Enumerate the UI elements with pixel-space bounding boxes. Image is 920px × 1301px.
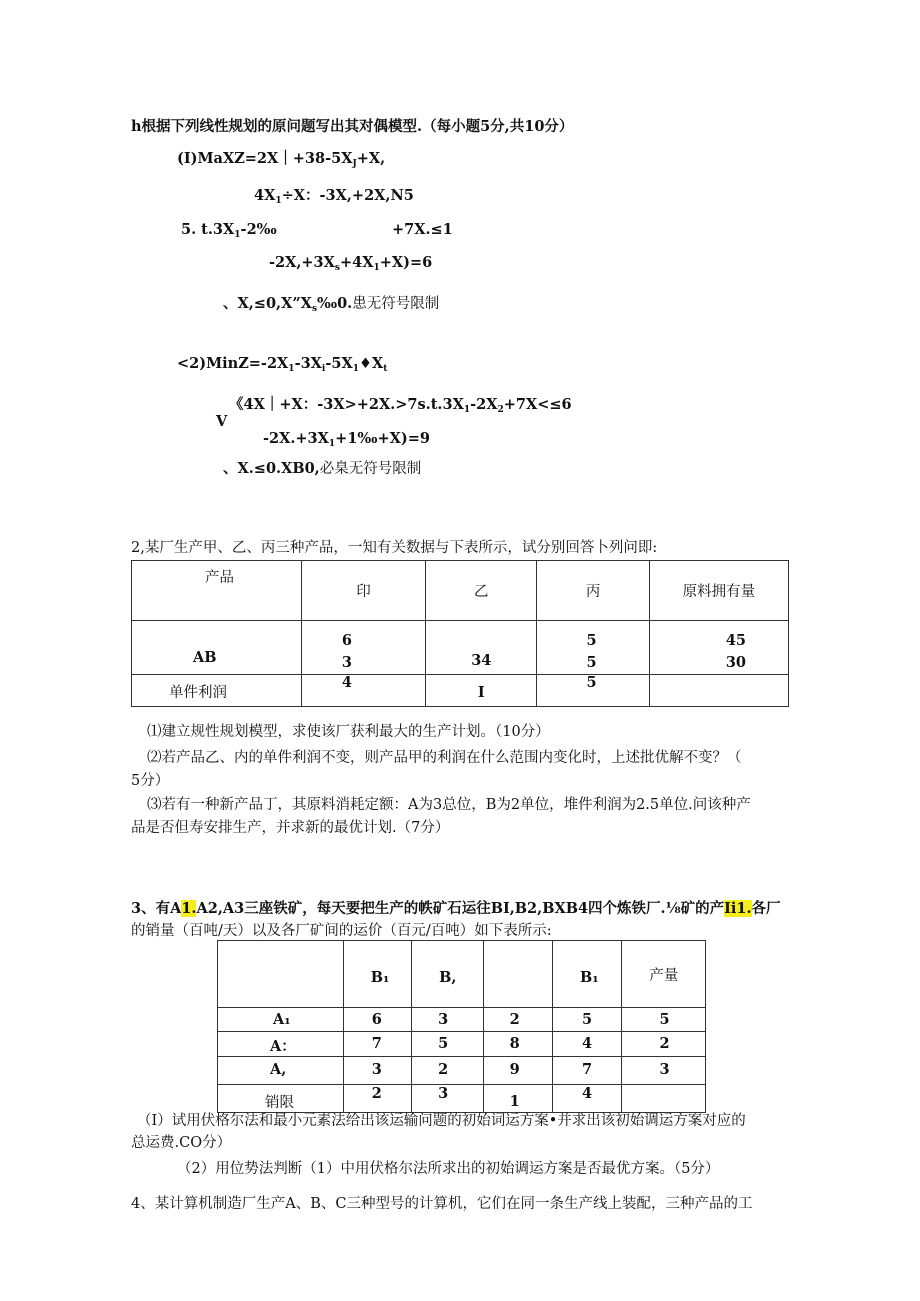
q3-header-b4: B₁ xyxy=(553,941,622,1008)
q3-cell: 4 xyxy=(553,1085,622,1113)
q3-cell: 7 xyxy=(553,1057,622,1085)
q2-intro: 2,某厂生产甲、乙、丙三种产品，一知有关数据与下表所示，试分别回答卜列问即: xyxy=(131,540,658,556)
q3-cell: 3 xyxy=(622,1057,706,1085)
q1-p1-constraint3: $-2X,+3X_s+4X_1+X)=6$ xyxy=(269,254,433,273)
q1-p2-bounds: 、X.≤0.XB0,必臬无符号限制 xyxy=(223,460,422,477)
q2-row-profit-label: 单件利润 xyxy=(132,675,302,707)
q3-intro-line2: 的销量（百吨/天）以及各厂矿间的运价（百元/百吨）如下表所示: xyxy=(131,923,552,939)
q2-header-material: 原料拥有量 xyxy=(649,561,788,621)
q1-intro: h根据下列线性规划的原问题写出其对偶模型.（每小题5分,共10分） xyxy=(131,118,574,135)
q3-cell: 6 xyxy=(343,1008,411,1032)
q3-cell: 7 xyxy=(343,1032,411,1057)
q1-p1-bounds: 、$X,\le 0,X”X_s‰0$.患无符号限制 xyxy=(223,295,440,314)
q4-intro: 4、某计算机制造厂生产A、B、C三种型号的计算机，它们在同一条生产线上装配，三种产品的工 xyxy=(131,1196,753,1212)
q2-row-ab-jia: 6 3 xyxy=(301,621,425,675)
q3-cell: 5 xyxy=(553,1008,622,1032)
q3-row-a1-label: A₁ xyxy=(218,1008,344,1032)
q2-row-profit-material xyxy=(649,675,788,707)
q2-row-ab-bing: 5 5 xyxy=(537,621,649,675)
q3-sub1-line1: （I）试用伏格尔法和最小元素法给出该运输问题的初始词运方案•并求出该初始调运方案对应的 xyxy=(137,1113,746,1129)
q1-p2-objective: $<2)MinZ=-2X_1-3X_i-5X_1♦X_t$ xyxy=(177,355,388,374)
q3-sub2: （2）用位势法判断（1）中用伏格尔法所求出的初始调运方案是否最优方案。（5分） xyxy=(177,1161,720,1177)
q2-row-profit-bing: 5 xyxy=(537,675,649,707)
q3-row-a3-label: A, xyxy=(218,1057,344,1085)
q1-p1-constraint2-rhs: +7X.≤1 xyxy=(392,221,453,238)
q1-p2-brace: V xyxy=(216,413,228,430)
q3-header-b3 xyxy=(483,941,552,1008)
q1-p1-objective: $(I)MaXZ=2X|+38-5X_J+X$, xyxy=(177,150,386,169)
q3-cell: 2 xyxy=(622,1032,706,1057)
q3-sub1-line2: 总运费.CO分） xyxy=(131,1135,232,1151)
q3-header-output: 产量 xyxy=(622,941,706,1008)
q3-cell: 8 xyxy=(483,1032,552,1057)
q3-row-a2-label: A： xyxy=(218,1032,344,1057)
q2-row-profit-yi: I xyxy=(426,675,537,707)
q2-sub1: ⑴建立规性规划模型，求使该厂获利最大的生产计划。（10分） xyxy=(147,724,550,740)
q2-header-jia: 印 xyxy=(301,561,425,621)
q3-cell: 2 xyxy=(343,1085,411,1113)
q1-p2-constraint1: 《4X｜+X：$-3X>+2X.>7s.t.3X_1-2X_2+7X<\le 6$ xyxy=(229,396,572,415)
q3-cell: 9 xyxy=(483,1057,552,1085)
q3-row-sales-label: 销限 xyxy=(218,1085,344,1113)
q3-cell: 5 xyxy=(622,1008,706,1032)
q1-p1-constraint1: $4X_1\div X$：-3X,+2X,N5 xyxy=(254,187,414,206)
q2-header-bing: 丙 xyxy=(537,561,649,621)
q3-cell: 4 xyxy=(553,1032,622,1057)
q2-header-product: 产品 xyxy=(132,561,302,621)
q3-cell: 2 xyxy=(412,1057,483,1085)
q2-row-ab-label: AB xyxy=(132,621,302,675)
q1-p2-constraint2: $-2X.+3X_1+1‰+X)=9$ xyxy=(263,430,430,449)
q2-sub3-line2: 品是否但寿安排生产，并求新的最优计划.（7分） xyxy=(131,820,450,836)
q3-intro-line1: 3、有A1.A2,A3三座铁矿，每天要把生产的帙矿石运往BI,B2,BXB4四个炼铁厂.⅛矿的产Ii1.各厂 xyxy=(131,900,781,917)
q3-cell xyxy=(622,1085,706,1113)
q3-table xyxy=(217,940,706,1113)
q1-p1-constraint2: 5. $t.3X_1-2‰$ xyxy=(181,221,277,240)
q3-cell: 3 xyxy=(412,1008,483,1032)
q2-row-ab-material: 45 30 xyxy=(649,621,788,675)
q2-row-ab-yi: 34 xyxy=(426,621,537,675)
q3-cell: 3 xyxy=(343,1057,411,1085)
q2-table xyxy=(131,560,789,707)
q2-sub2-line2: 5分） xyxy=(131,773,170,789)
q3-cell: 5 xyxy=(412,1032,483,1057)
q3-cell: 2 xyxy=(483,1008,552,1032)
q3-header-empty xyxy=(218,941,344,1008)
q2-header-yi: 乙 xyxy=(426,561,537,621)
q3-header-b2: B, xyxy=(412,941,483,1008)
q2-sub2-line1: ⑵若产品乙、内的单件利润不变，则产品甲的利润在什么范围内变化时，上述批优解不变？（ xyxy=(147,750,742,766)
q3-header-b1: B₁ xyxy=(343,941,411,1008)
q3-cell: 3 xyxy=(412,1085,483,1113)
q3-cell: 1 xyxy=(483,1085,552,1113)
q2-sub3-line1: ⑶若有一种新产品丁，其原料消耗定额：A为3总位，B为2单位，堆件利润为2.5单位.问该种产 xyxy=(147,797,751,813)
q2-row-profit-jia: 4 xyxy=(301,675,425,707)
